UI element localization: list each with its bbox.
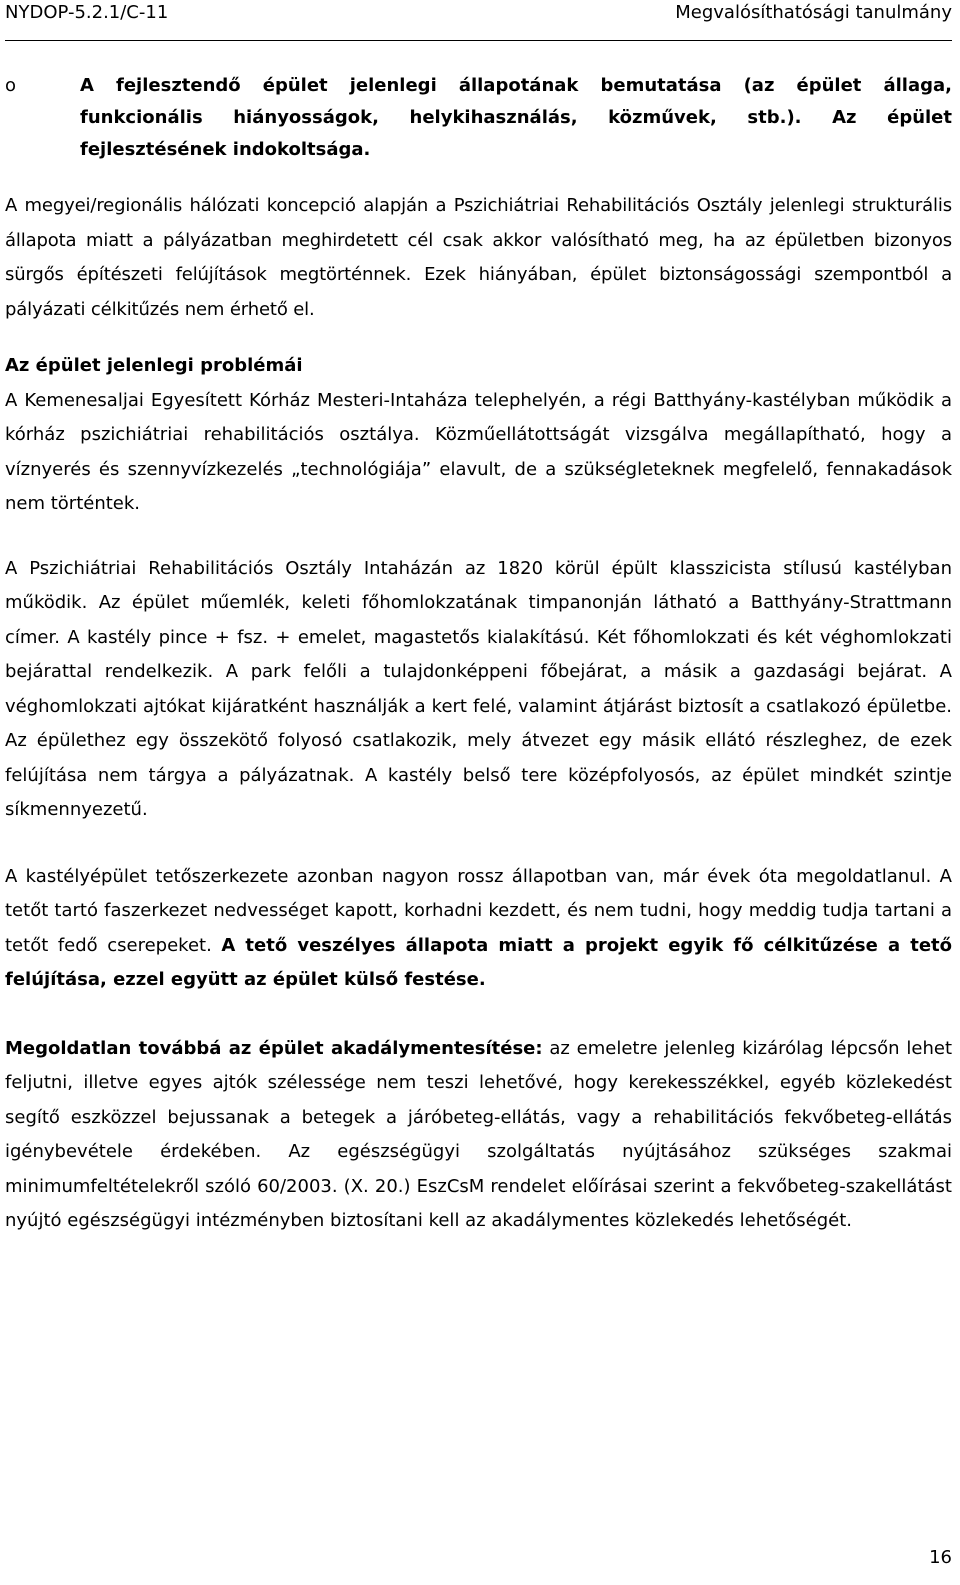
page-content [5, 70, 952, 1239]
paragraph-roof-emphasis: A tető veszélyes állapota miatt a projekt egyik fő célkitűzése a tető felújítása, ezzel együtt az épület külső festése. [5, 934, 952, 990]
page-number: 16 [929, 1547, 952, 1568]
paragraph-roof-text: A kastélyépület tetőszerkezete azonban nagyon rossz állapotban van, már évek óta megoldatlanul. A tetőt tartó faszerkezet nedvességet kapott, korhadni kezdett, és nem tudni, hogy meddig tudja tartani a tetőt fedő cserepeket. [5, 865, 952, 956]
paragraph-building-description: A Pszichiátriai Rehabilitációs Osztály Intaházán az 1820 körül épült klasszicista stílusú kastélyban működik. Az épület műemlék, keleti főhomlokzatának timpanonján látható a Batthyány-Strattmann címer. A kastély pince + fsz. + emelet, magastetős kialakítású. Két főhomlokzati és két véghomlokzati bejárattal rendelkezik. A park felőli a tulajdonképpeni főbejárat, a másik a gazdasági bejárat. A véghomlokzati ajtókat kijáratként használják a kert felé, valamint átjárást biztosít a csatlakozó épületbe. Az épülethez egy összekötő folyosó csatlakozik, mely átvezet egy másik ellátó részleghez, de ezek felújítása nem tárgya a pályázatnak. A kastély belső tere középfolyosós, az épület mindkét szintje síkmennyezetű. [5, 557, 952, 820]
document-title: Megvalósíthatósági tanulmány [675, 2, 952, 23]
paragraph-location: A Kemenesaljai Egyesített Kórház Mesteri-Intaháza telephelyén, a régi Batthyány-kastélyban működik a kórház pszichiátriai rehabilitációs osztálya. Közműellátottságát vizsgálva megállapítható, hogy a víznyerés és szennyvízkezelés „technológiája” elavult, de a szükségleteknek megfelelő, fennakadások nem történtek. [5, 389, 952, 514]
page-header [5, 0, 952, 41]
paragraph-accessibility-emphasis: Megoldatlan továbbá az épület akadálymentesítése: [5, 1037, 543, 1059]
paragraph-roof [5, 860, 952, 998]
subheading-problems: Az épület jelenlegi problémái [5, 355, 303, 376]
document-code: NYDOP-5.2.1/C-11 [5, 2, 169, 23]
paragraph-accessibility [5, 1032, 952, 1239]
section-heading-text: A fejlesztendő épület jelenlegi állapotának bemutatása (az épület állaga, funkcionális hiányosságok, helykihasználás, közművek, stb.). Az épület fejlesztésének indokoltsága. [80, 75, 952, 160]
bullet-marker: o [5, 75, 17, 96]
section-heading [5, 70, 952, 166]
paragraph-accessibility-text: az emeletre jelenleg kizárólag lépcsőn lehet feljutni, illetve egyes ajtók szélessége nem teszi lehetővé, hogy kerekesszékkel, egyéb közlekedést segítő eszközzel bejussanak a betegek a járóbeteg-ellátás, vagy a rehabilitációs fekvőbeteg-ellátás igénybevétele érdekében. Az egészségügyi szolgáltatás nyújtásához szükséges szakmai minimumfeltételekről szóló 60/2003. (X. 20.) EszCsM rendelet előírásai szerint a fekvőbeteg-szakellátást nyújtó egészségügyi intézményben biztosítani kell az akadálymentes közlekedés lehetőségét. [5, 1037, 952, 1231]
paragraph-intro: A megyei/regionális hálózati koncepció alapján a Pszichiátriai Rehabilitációs Osztály jelenlegi strukturális állapota miatt a pályázatban meghirdetett cél csak akkor valósítható meg, ha az épületben bizonyos sürgős építészeti felújítások megtörténnek. Ezek hiányában, épület biztonságossági szempontból a pályázati célkitűzés nem érhető el. [5, 195, 952, 320]
